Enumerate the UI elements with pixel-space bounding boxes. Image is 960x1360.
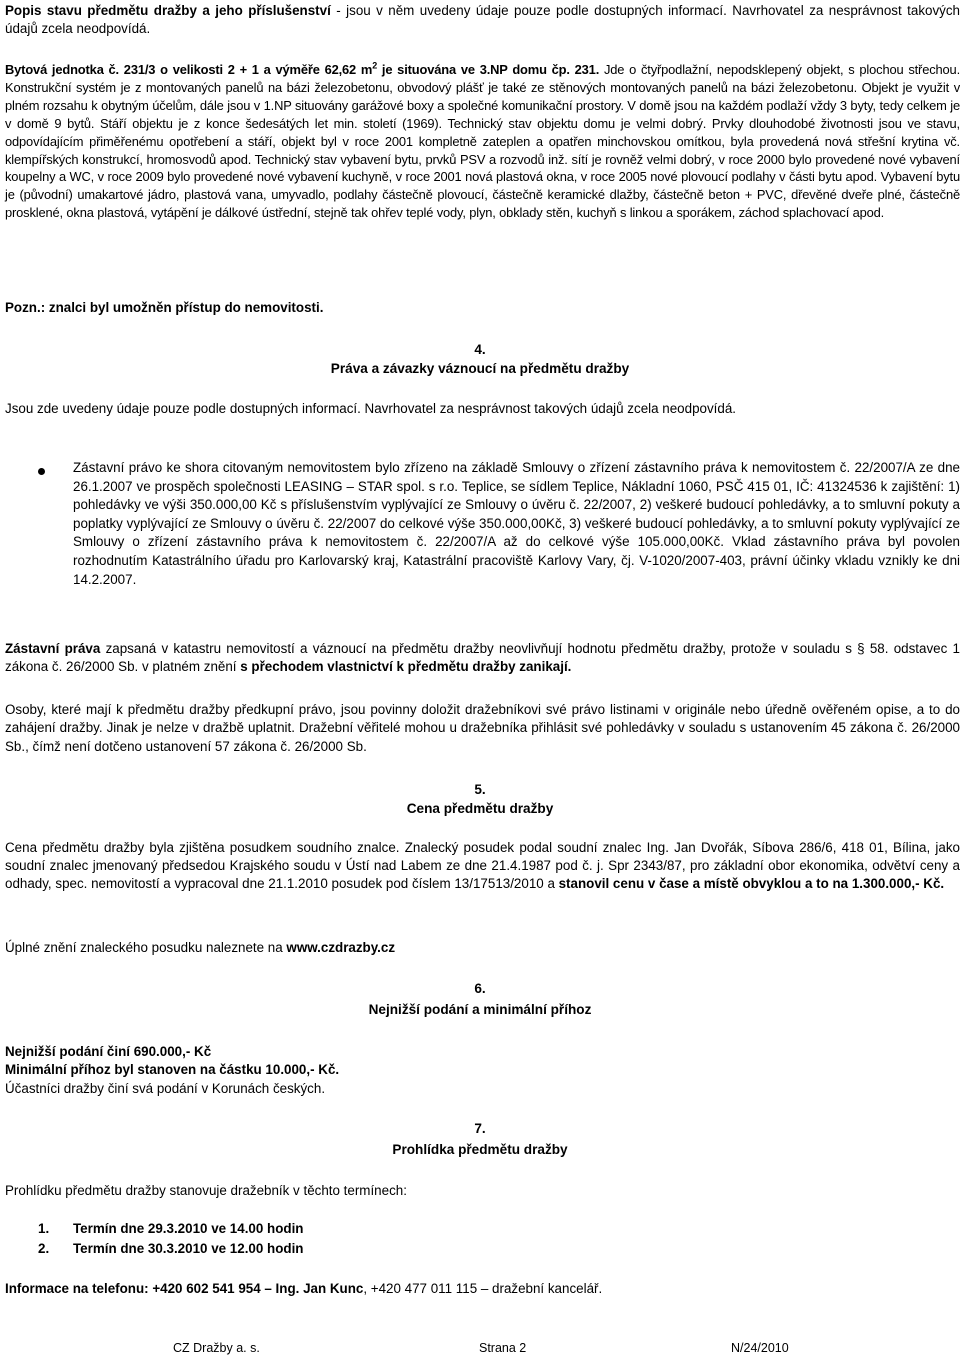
viewing-term-number: 1. [38,1221,50,1236]
currency-line: Účastníci dražby činí svá podání v Korunách českých. [5,1081,326,1096]
unit-sup: 2 [372,60,378,71]
footer-page-number: Strana 2 [479,1341,527,1355]
price-bold: stanovil cenu v čase a místě obvyklou a to na 1.300.000,- Kč. [558,876,945,892]
section-7-intro: Prohlídku předmětu dražby stanovuje dražebník v těchto termínech: [5,1183,407,1198]
section-6-title: Nejnižší podání a minimální příhoz [368,1002,592,1017]
section-7-number: 7. [474,1121,486,1136]
viewing-term-text: Termín dne 30.3.2010 ve 12.00 hodin [73,1241,304,1256]
viewing-term-number: 2. [38,1241,50,1256]
footer-company: CZ Dražby a. s. [173,1341,260,1355]
liens-bold-lead: Zástavní práva [5,641,101,656]
intro-paragraph [5,2,960,37]
viewing-term-item [38,1240,303,1258]
section-4-liens-paragraph [5,640,960,677]
section-5-appraisal-link-paragraph [5,939,960,957]
footer-reference: N/24/2010 [731,1341,789,1355]
appraisal-text: Úplné znění znaleckého posudku naleznete na [5,940,287,955]
section-4-preemption-paragraph: Osoby, které mají k předmětu dražby předkupní právo, jsou povinny doložit dražebníkovi své právo listinami v originále nebo úředně ověřeném opise, a to do zahájení dražby. Jinak je nelze v dražbě uplatnit. Dražební věřitelé mohou u dražebníka přihlásit své pohledávky v souladu s ustanovením 45 zákona č. 26/2000 Sb., čímž není dotčeno ustanovení 57 zákona č. 26/2000 Sb. [5,702,960,754]
section-7-title: Prohlídka předmětu dražby [392,1142,568,1157]
bullet-icon [38,468,45,475]
section-5-number: 5. [474,782,486,797]
intro-rest: - jsou v něm uvedeny údaje pouze podle dostupných informací. Navrhovatel za nesprávnost takových údajů zcela neodpovídá. [5,3,960,36]
liens-middle: zapsaná v katastru nemovitostí a váznoucí na předmětu dražby neovlivňují hodnotu předmětu dražby, protože v souladu s § 58. odstavec 1 zákona č. 26/2000 Sb. v platném znění [5,641,960,675]
contact-rest: , +420 477 011 115 – dražební kancelář. [363,1281,603,1296]
minimum-bid-line: Nejnižší podání činí 690.000,- Kč [5,1044,212,1059]
appraisal-link[interactable]: www.czdrazby.cz [286,940,396,955]
section-4-lien-item: Zástavní právo ke shora citovaným nemovitostem bylo zřízeno na základě Smlouvy o zřízení zástavního práva k nemovitostem č. 22/2007/A ze dne 26.1.2007 ve prospěch společnosti LEASING – STAR spol. s r.o. Teplice, se sídlem Teplice, Nákladní 1060, PSČ 415 01, IČ: 41324536 k zajištění: 1) pohledávky ve výši 350.000,00 Kč s příslušenstvím vyplývající ze Smlouvy o úvěru č. 22/2007, 2) veškeré budoucí pohledávky, a to smluvní pokuty a poplatky vyplývající ze Smlouvy o úvěru č. 22/2007 do celkové výše 350.000,00Kč, 3) veškeré budoucí pohledávky, a to smluvní pokuty vyplývající ze Smlouvy o zřízení zástavního práva k nemovitostem č. 22/2007/A až do celkové výše 105.000,00Kč. Vklad zástavního práva byl povolen rozhodnutím Katastrálního úřadu pro Karlovarský kraj, Katastrální pracoviště Karlovy Vary, čj. V-1020/2007-403, právní účinky vkladu vznikly ke dni 14.2.2007. [73,460,960,587]
viewing-term-item [38,1220,303,1238]
liens-bold-end: s přechodem vlastnictví k předmětu dražby zanikají. [240,659,572,675]
unit-heading-b: je situována ve 3.NP domu čp. 231. [377,62,600,77]
price-text: Cena předmětu dražby byla zjištěna posudkem soudního znalce. Znalecký posudek podal soudní znalec Ing. Jan Dvořák, Síbova 286/6, 418 01, Bílina, jako soudní znalec jmenovaný předsedou Krajského soudu v Ústí nad Labem ze dne 21.4.1987 pod č. j. Spr 2343/87, pro základní obor ekonomika, odvětví ceny a odhady, spec. nemovitostí a vypracoval dne 21.1.2010 posudek pod číslem 13/17513/2010 a [5,840,960,892]
section-4-number: 4. [474,342,486,357]
unit-body: Jde o čtyřpodlažní, nepodsklepený objekt, s plochou střechou. Konstrukční systém je z montovaných panelů na bázi železobetonu, obvodový plášť je také ze stěnových montovaných panelů na bázi železobetonu. Objekt je využit v plném rozsahu k obytným účelům, dále jsou v 1.NP situovány garážové boxy a společné komunikační prostory. V domě jsou na každém podlaží vždy 3 byty, tedy celkem je v domě 9 bytů. Stáří objektu je z konce šedesátých let min. století (1969). Technický stav objektu domu je velmi dobrý. Prvky dlouhodobé životnosti jsou ve stavu, odpovídajícím přiměřenému opotřebení a stáří, objekt byl v roce 2001 kompletně zateplen a opatřen minchovskou omítkou, byla provedená nová střešní krytina vč. klempířských konstrukcí, hromosvodů apod. Technický stav vybavení bytu, prvků PSV a rozvodů inž. sítí je rovněž velmi dobrý, v roce 2000 bylo provedené nové vybavení koupelny a WC, v roce 2009 bylo provedené nové vybavení kuchyně, v roce 2001 nová plastová okna, v roce 2005 nové plovoucí podlahy v části bytu apod. Vybavení bytu je (původní) umakartové jádro, plastová vana, umyvadlo, podlahy částečně plovoucí, částečně keramické dlažby, částečně beton + PVC, dřevěné dveře plné, částečně prosklené, okna plastová, vytápění je dálkové ústřední, stejně tak ohřev teplé vody, plyn, obklady stěn, kuchyň s linkou a sporákem, záchod splachovací apod. [5,62,960,221]
access-note: Pozn.: znalci byl umožněn přístup do nemovitosti. [5,300,324,315]
contact-bold: Informace na telefonu: +420 602 541 954 – Ing. Jan Kunc [5,1281,364,1296]
unit-description [5,61,960,222]
viewing-term-text: Termín dne 29.3.2010 ve 14.00 hodin [73,1221,304,1236]
section-4-title: Práva a závazky váznoucí na předmětu dražby [330,361,630,376]
unit-heading-a: Bytová jednotka č. 231/3 o velikosti 2 + 1 a výměře 62,62 m [5,62,373,77]
section-4-intro: Jsou zde uvedeny údaje pouze podle dostupných informací. Navrhovatel za nesprávnost takových údajů zcela neodpovídá. [5,401,736,416]
contact-info [5,1280,960,1298]
minimum-increment-line: Minimální příhoz byl stanoven na částku 10.000,- Kč. [5,1062,340,1077]
section-6-number: 6. [474,981,486,996]
intro-bold-lead: Popis stavu předmětu dražby a jeho příslušenství [5,3,331,18]
section-5-title: Cena předmětu dražby [406,801,554,816]
section-5-price-paragraph [5,839,960,894]
